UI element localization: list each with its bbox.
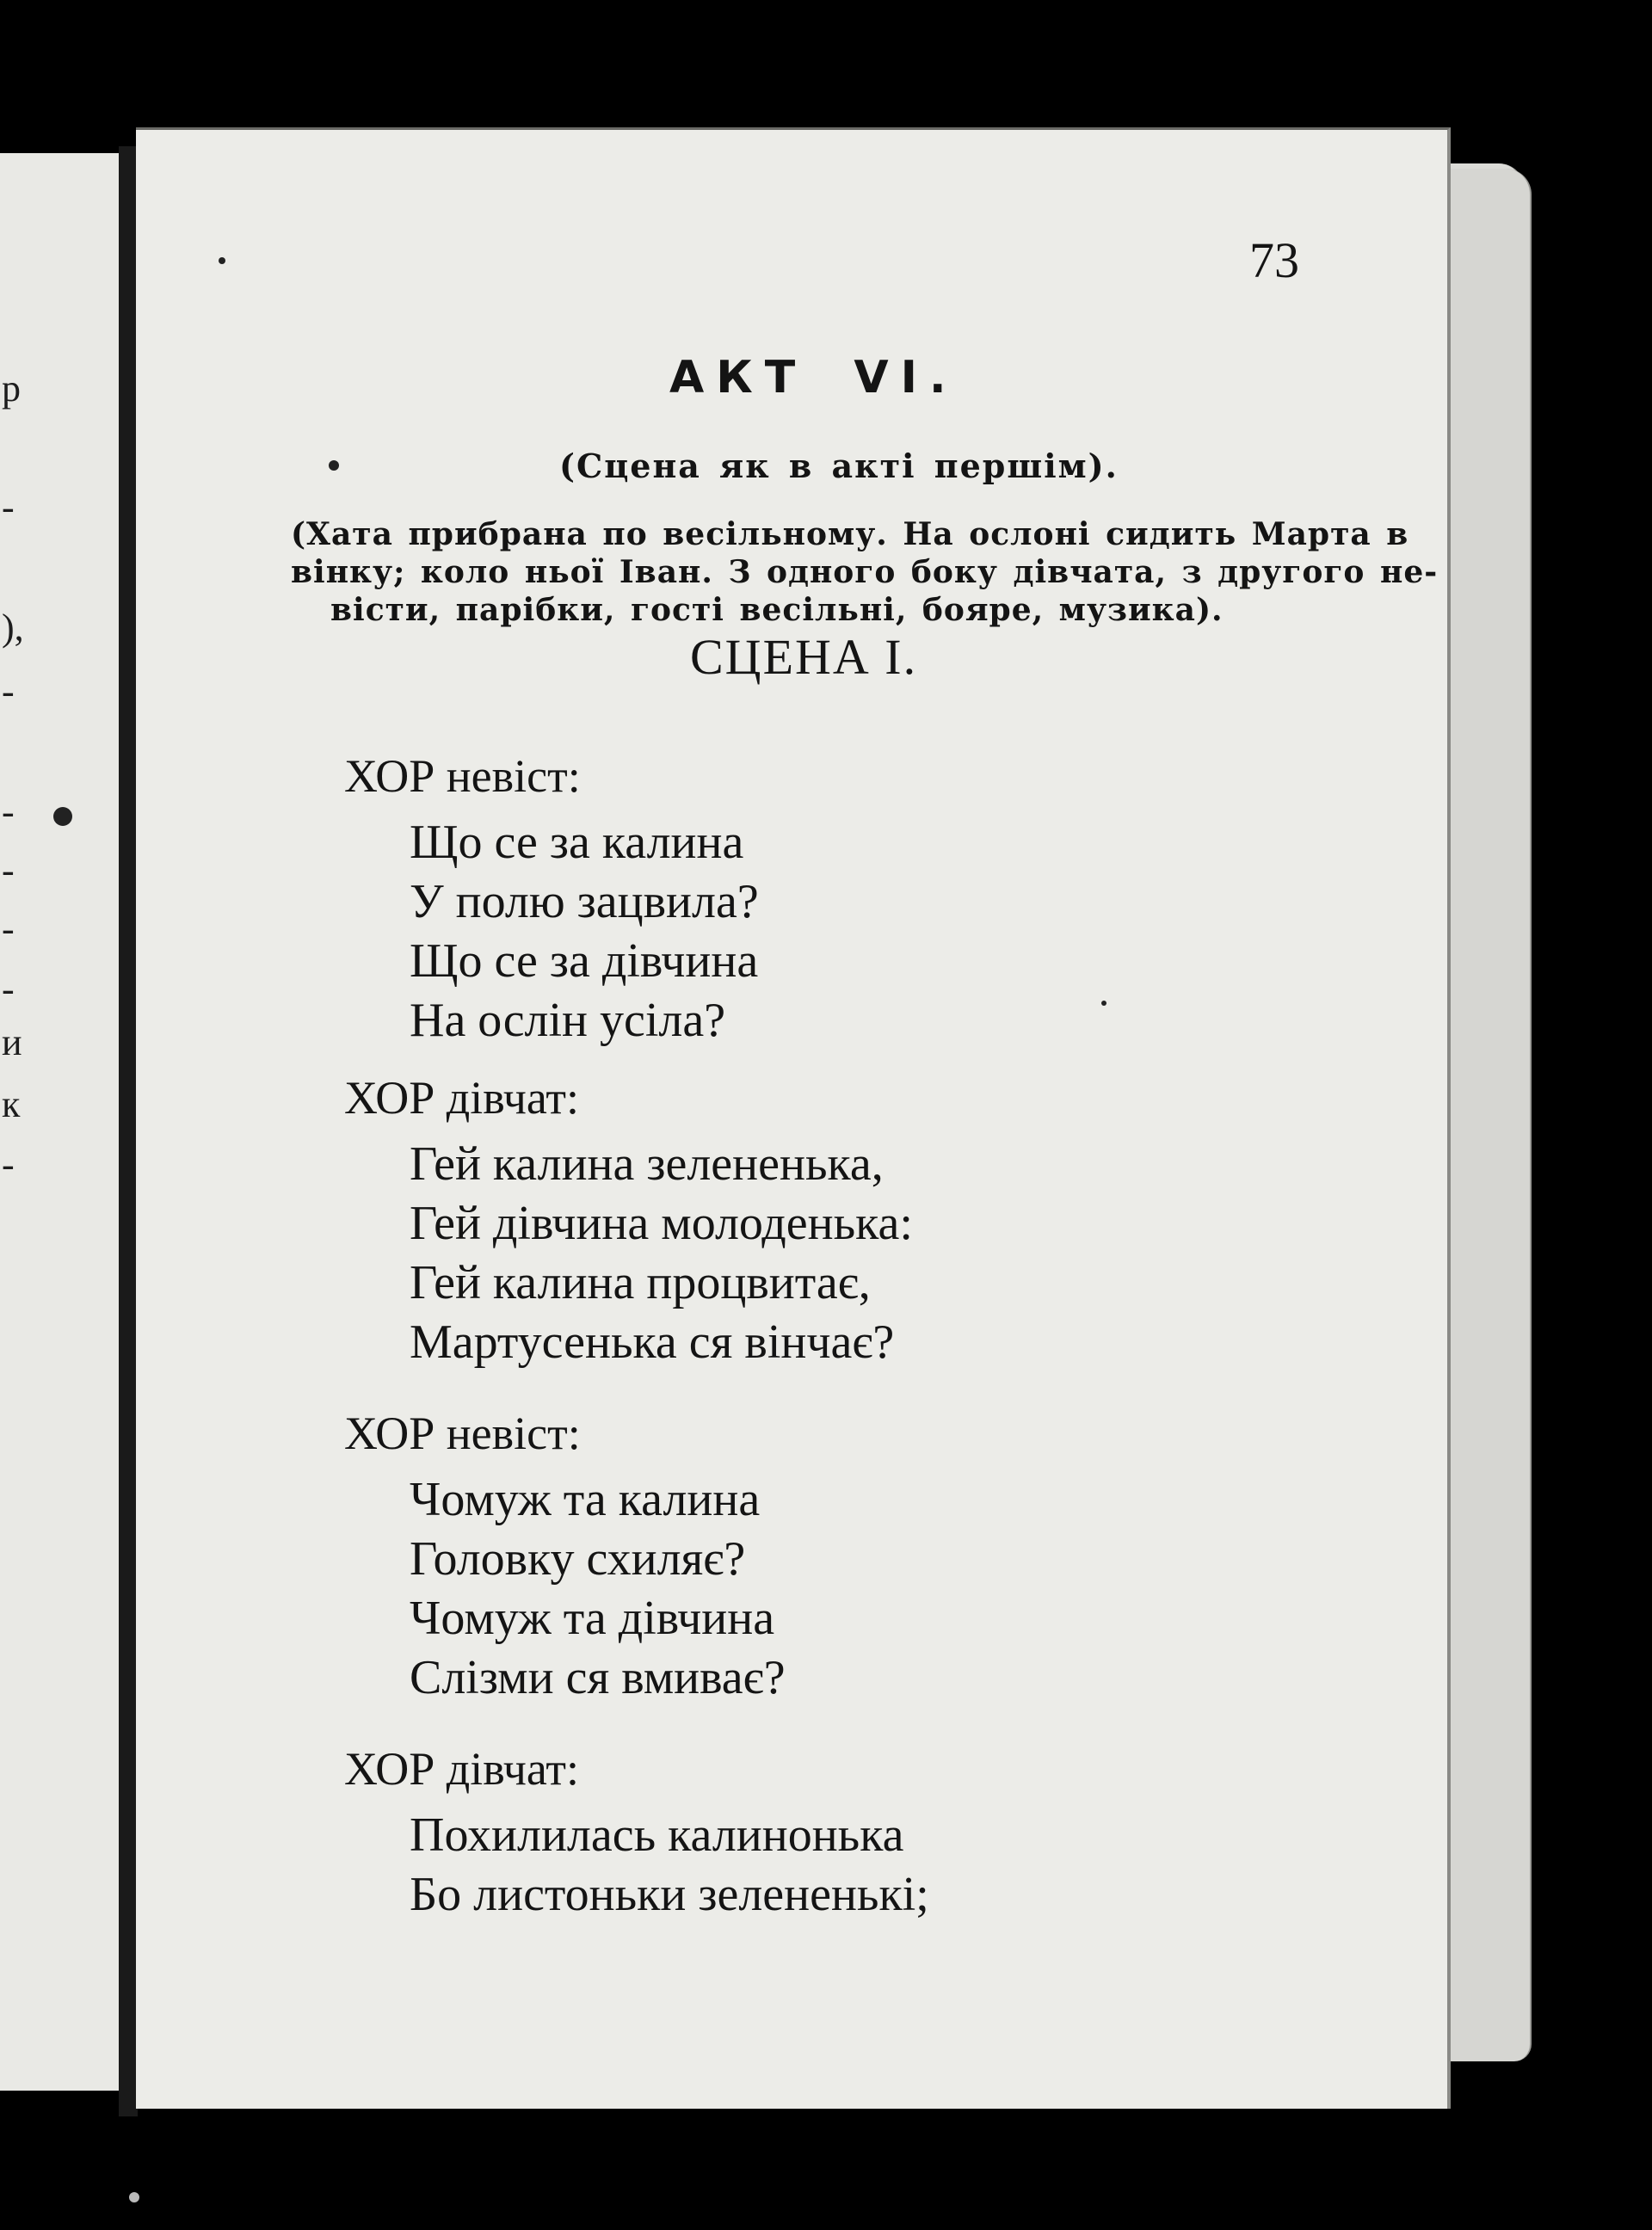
stage-description-line: (Хата прибрана по весільному. На ослоні сидить Марта в <box>291 516 1409 552</box>
ink-speck <box>329 460 339 471</box>
ink-speck <box>1101 1001 1106 1006</box>
verse-line: Що се за дівчина <box>410 934 759 988</box>
verse-line: Похилилась калинонька <box>410 1808 904 1862</box>
left-fragment: - <box>2 670 15 712</box>
verse-line: У полю зацвила? <box>410 875 759 928</box>
left-fragment: - <box>2 486 15 528</box>
verse-line: Бо листоньки зелененькі; <box>410 1868 929 1921</box>
verse-lines <box>344 813 759 1050</box>
verse-line: Гей калина процвитає, <box>410 1256 871 1309</box>
scene-title: СЦЕНА І. <box>690 629 918 685</box>
stage-description <box>291 515 1439 629</box>
stage-note: (Сцена як в акті першім). <box>559 447 1119 485</box>
left-fragment: - <box>2 908 15 950</box>
act-title: АКТ VI. <box>669 352 959 403</box>
speaker-label: ХОР дівчат: <box>344 1743 580 1795</box>
verse-lines <box>344 1806 929 1925</box>
left-fragment: р <box>2 367 21 410</box>
ink-speck <box>53 807 72 826</box>
verse-block <box>344 1069 913 1372</box>
page-content <box>136 130 1447 2109</box>
stage-description-line: вінку; коло ньої Іван. З одного боку дівчата, з другого не- <box>291 554 1439 590</box>
speaker-label: ХОР дівчат: <box>344 1072 580 1124</box>
stage-description-line: вісти, парібки, гості весільні, бояре, музика). <box>330 592 1224 628</box>
verse-block <box>344 1740 929 1925</box>
book-page <box>136 127 1451 2109</box>
left-fragment: - <box>2 1143 15 1186</box>
left-fragment: - <box>2 849 15 891</box>
verse-line: Гей калина зелененька, <box>410 1137 884 1191</box>
page-number: 73 <box>1249 232 1299 288</box>
book-gutter <box>119 146 138 2116</box>
previous-page <box>0 153 121 2091</box>
verse-lines <box>344 1135 913 1372</box>
speaker-label: ХОР невіст: <box>344 1408 581 1459</box>
verse-block <box>344 1405 786 1708</box>
verse-line: Головку схиляє? <box>410 1532 746 1586</box>
verse-line: Гей дівчина молоденька: <box>410 1197 913 1250</box>
verse-line: На ослін усіла? <box>410 994 726 1047</box>
left-fragment: - <box>2 968 15 1010</box>
verse-block <box>344 748 759 1050</box>
previous-page-fragments <box>0 153 119 2091</box>
left-fragment: к <box>2 1083 21 1125</box>
verse-lines <box>344 1470 786 1708</box>
left-fragment: - <box>2 791 15 833</box>
ink-speck <box>129 2192 139 2202</box>
verse-line: Чомуж та калина <box>410 1473 761 1526</box>
verse-line: Що се за калина <box>410 816 744 869</box>
verse-line: Мартусенька ся вінчає? <box>410 1315 895 1369</box>
left-fragment: и <box>2 1021 22 1063</box>
verse-line: Чомуж та дівчина <box>410 1592 775 1645</box>
left-fragment: ), <box>2 607 24 649</box>
ink-speck <box>219 257 225 264</box>
verse-line: Слізми ся вмиває? <box>410 1651 786 1704</box>
speaker-label: ХОР невіст: <box>344 750 581 802</box>
